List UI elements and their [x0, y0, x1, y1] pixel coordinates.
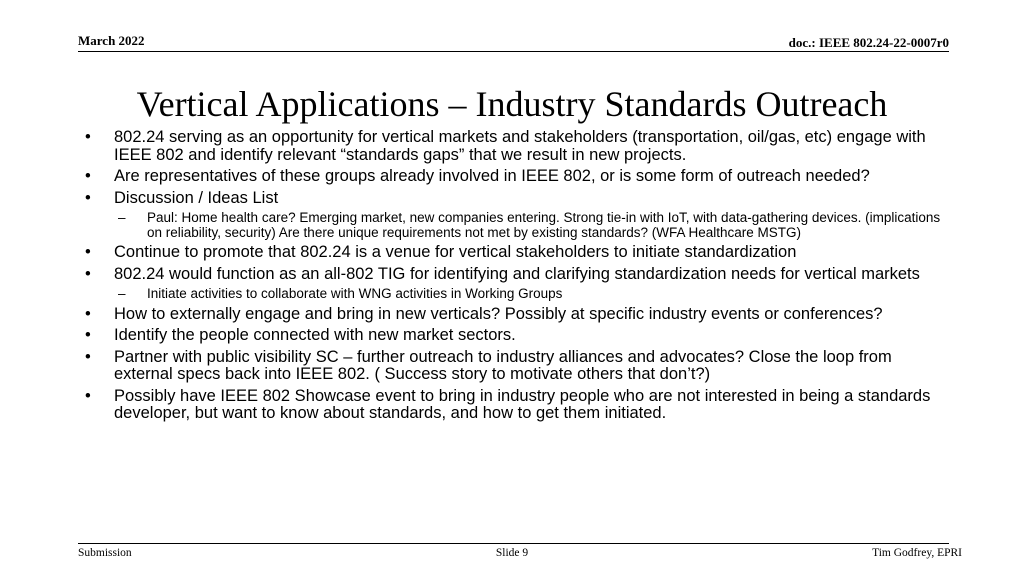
bullet-item	[85, 190, 954, 208]
bullet-mark: •	[85, 243, 91, 261]
bullet-text: Are representatives of these groups already involved in IEEE 802, or is some form of outreach needed?	[114, 167, 870, 185]
bullet-item	[85, 388, 954, 423]
footer-submission: Submission	[78, 547, 132, 559]
bullet-text: Possibly have IEEE 802 Showcase event to bring in industry people who are not interested in being a standards developer, but want to know about standards, and how to get them initiated.	[114, 386, 931, 422]
bullet-item	[85, 327, 954, 345]
bullet-item	[85, 244, 954, 262]
slide-title: Vertical Applications – Industry Standards Outreach	[136, 84, 888, 124]
bullet-item	[85, 349, 954, 384]
bullet-mark: •	[85, 326, 91, 344]
bullet-text: How to externally engage and bring in new verticals? Possibly at specific industry events or conferences?	[114, 304, 883, 323]
sub-bullet-item	[85, 211, 954, 240]
sub-bullet-text: Paul: Home health care? Emerging market, new companies entering. Strong tie-in with IoT, with data-gathering devices. (implications on reliability, security) Are there unique requirements not met by existing standards? (WFA Healthcare MSTG)	[147, 210, 941, 240]
bullet-text: 802.24 would function as an all-802 TIG for identifying and clarifying standardization needs for vertical markets	[114, 264, 920, 283]
bullet-text: Partner with public visibility SC – further outreach to industry alliances and advocates? Close the loop from external specs back into IEEE 802. ( Success story to motivate others that don’t?)	[114, 347, 892, 383]
sub-bullet-text: Initiate activities to collaborate with WNG activities in Working Groups	[147, 286, 563, 301]
bullet-item	[85, 129, 954, 164]
bullet-mark: •	[85, 304, 91, 323]
bullet-mark: •	[85, 128, 91, 146]
header-divider	[78, 51, 949, 52]
bullet-mark: •	[85, 167, 91, 185]
footer-divider	[78, 543, 949, 544]
footer-author: Tim Godfrey, EPRI	[872, 547, 962, 559]
bullet-item	[85, 306, 954, 324]
dash-mark: –	[118, 210, 126, 225]
bullet-item	[85, 266, 954, 284]
bullet-item	[85, 168, 954, 186]
bullet-mark: •	[85, 386, 91, 405]
bullet-mark: •	[85, 264, 91, 283]
footer-slide-number: Slide 9	[495, 547, 529, 559]
bullet-mark: •	[85, 347, 91, 366]
dash-mark: –	[118, 286, 126, 301]
bullet-text: Identify the people connected with new market sectors.	[114, 326, 516, 344]
header-date: March 2022	[78, 33, 145, 48]
header-doc-id: doc.: IEEE 802.24-22-0007r0	[788, 35, 949, 50]
slide-content	[85, 129, 954, 427]
bullet-text: 802.24 serving as an opportunity for vertical markets and stakeholders (transportation, oil/gas, etc) engage with IEEE 802 and identify relevant “standards gaps” that we result in new projects.	[114, 128, 926, 164]
bullet-mark: •	[85, 188, 91, 207]
sub-bullet-item	[85, 287, 954, 302]
bullet-text: Continue to promote that 802.24 is a venue for vertical stakeholders to initiate standardization	[114, 243, 797, 261]
bullet-text: Discussion / Ideas List	[114, 188, 279, 207]
